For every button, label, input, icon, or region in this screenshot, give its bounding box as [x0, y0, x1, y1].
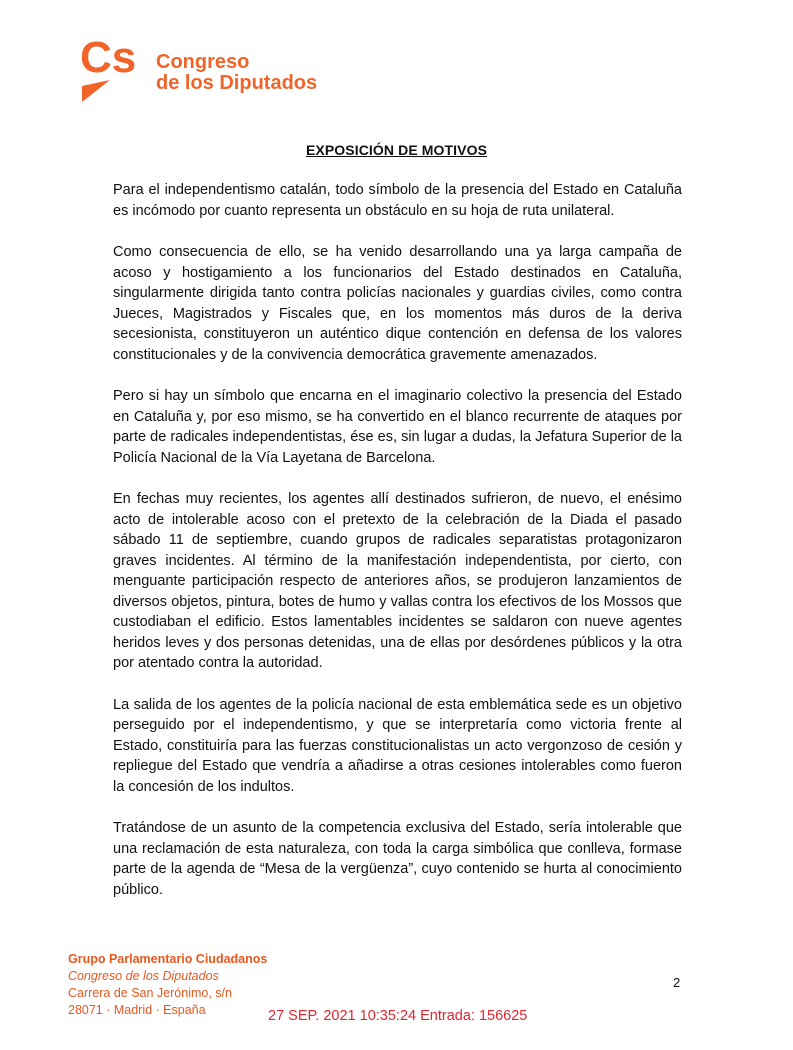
- logo-line-1: Congreso: [156, 51, 250, 73]
- footer-city: 28071 · Madrid · España: [68, 1003, 206, 1017]
- cs-logo: [80, 36, 340, 106]
- footer-org: Grupo Parlamentario Ciudadanos: [68, 952, 268, 966]
- footer-institution: Congreso de los Diputados: [68, 969, 219, 983]
- registry-stamp: 27 SEP. 2021 10:35:24 Entrada: 156625: [268, 1008, 528, 1024]
- paragraph-6: Tratándose de un asunto de la competencia exclusiva del Estado, sería intolerable que una reclamación de esta naturaleza, con toda la carga simbólica que conlleva, formase parte de la agenda de “Mesa de la vergüenza”, cuyo contenido se hurta al conocimiento público.: [113, 820, 682, 898]
- cs-logo-icon: [80, 36, 150, 104]
- footer-street: Carrera de San Jerónimo, s/n: [68, 986, 232, 1000]
- page-number: 2: [673, 975, 681, 990]
- footer-address: [68, 951, 267, 1019]
- logo-line-2: de los Diputados: [156, 72, 318, 94]
- document-body: [113, 180, 682, 921]
- paragraph-2: Como consecuencia de ello, se ha venido desarrollando una ya larga campaña de acoso y hostigamiento a los funcionarios del Estado destinados en Cataluña, singularmente dirigida tanto contra policías nacionales y guardias civiles, como contra Jueces, Magistrados y Fiscales que, en los momentos más duros de la deriva secesionista, constituyeron un auténtico dique contención en defensa de los valores constitucionales y de la convivencia democrática gravemente amenazados.: [113, 244, 682, 363]
- paragraph-3: Pero si hay un símbolo que encarna en el imaginario colectivo la presencia del Estado en Cataluña y, por eso mismo, se ha convertido en el blanco recurrente de ataques por parte de radicales independentistas, ése es, sin lugar a dudas, la Jefatura Superior de la Policía Nacional de la Vía Layetana de Barcelona.: [113, 388, 682, 466]
- paragraph-1: Para el independentismo catalán, todo símbolo de la presencia del Estado en Cataluña es incómodo por cuanto representa un obstáculo en su hoja de ruta unilateral.: [113, 182, 682, 219]
- svg-text:Cs: Cs: [80, 36, 137, 82]
- paragraph-4: En fechas muy recientes, los agentes allí destinados sufrieron, de nuevo, el enésimo acto de intolerable acoso con el pretexto de la celebración de la Diada el pasado sábado 11 de septiembre, cuando grupos de radicales separatistas protagonizaron graves incidentes. Al término de la manifestación independentista, por cierto, con menguante participación respecto de anteriores años, se produjeron lanzamientos de diversos objetos, pintura, botes de humo y vallas contra los efectivos de los Mossos que custodiaban el edificio. Estos lamentables incidentes se saldaron con nueve agentes heridos leves y dos personas detenidas, una de ellas por desórdenes públicos y la otra por atentado contra la autoridad.: [113, 491, 682, 671]
- document-title: EXPOSICIÓN DE MOTIVOS: [305, 142, 488, 158]
- logo-wordmark: [156, 52, 317, 94]
- paragraph-5: La salida de los agentes de la policía nacional de esta emblemática sede es un objetivo perseguido por el independentismo, y que se interpretaría como victoria frente al Estado, constituiría para las fuerzas constitucionalistas un acto vergonzoso de cesión y repliegue del Estado que vendría a añadirse a otras cesiones intolerables como fueron la concesión de los indultos.: [113, 696, 682, 795]
